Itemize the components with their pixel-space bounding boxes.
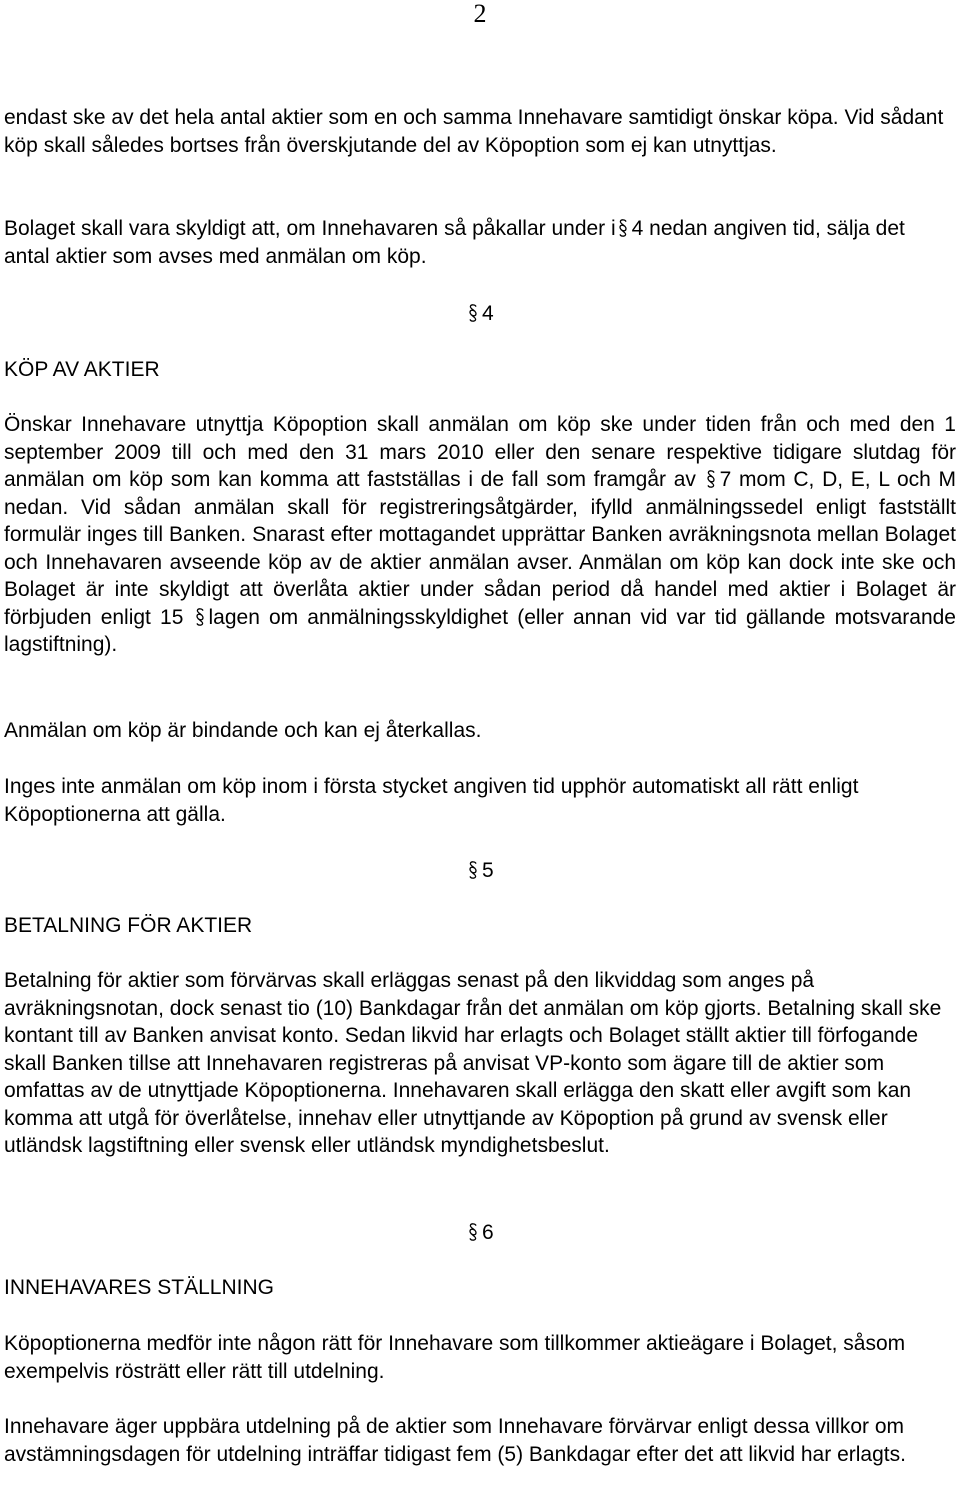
section-sign-icon [618,218,628,238]
section-4-text-5: Inges inte anmälan om köp inom i första stycket angiven tid upphör automatiskt all rätt enligt Köpoptionerna att gälla. [4,775,859,826]
section-4-text-2: 7 mom C, D, E, L och M nedan. Vid sådan anmälan skall för registreringsåtgärder, ifylld anmälningssedel enligt fastställt formulär inges till Banken. Snarast efter mottagandet upprättar Banken avräkningsnota mellan Bolaget och Innehavaren avseende köp av de aktier anmälan avser. Anmälan om köp kan dock inte ske och Bolaget är inte skyldigt att överlåta aktier under sådan period då handel med aktier i Bolaget är förbjuden enligt 15 [4,468,957,629]
intro-text-2b: 4 nedan angiven tid, sälja det antal aktier som avses med anmälan om köp. [4,217,905,268]
section-4-paragraph-2 [4,717,956,745]
section-4-text-3: lagen om anmälningsskyldighet (eller annan vid var tid gällande motsvarande lagstiftning). [4,605,956,656]
section-5-heading: BETALNING FÖR AKTIER [4,914,253,937]
section-6-text-2: Innehavare äger uppbära utdelning på de aktier som Innehavare förvärvar enligt dessa villkor om avstämningsdagen för utdelning inträffar tidigast fem (5) Bankdagar efter det att likvid har erlagts. [4,1415,906,1466]
section-6-number: 6 [466,1219,494,1246]
section-5-text-1: Betalning för aktier som förvärvas skall erläggas senast på den likviddag som anges på avräkningsnotan, dock senast tio (10) Bankdagar från det anmälan om köp gjorts. Betalning skall ske kontant till av Banken anvisat konto. Sedan likvid har erlagts och Bolaget ställt aktier till förfogande skall Banken tillse att Innehavaren registreras på anvisat VP-konto som ägare till de aktier som omfattas av de utnyttjade Köpoptionerna. Innehavaren skall erlägga den skatt eller avgift som kan komma att utgå för överlåtelse, innehav eller utnyttjande av Köpoption på grund av svensk eller utländsk lagstiftning eller svensk eller utländsk myndighetsbeslut. [4,969,942,1157]
section-5-paragraph-1 [4,967,956,1160]
section-4-paragraph-1 [4,411,956,659]
section-6-text-1: Köpoptionerna medför inte någon rätt för Innehavare som tillkommer aktieägare i Bolaget, såsom exempelvis rösträtt eller rätt till utdelning. [4,1332,906,1383]
section-4-text-4: Anmälan om köp är bindande och kan ej återkallas. [4,719,482,742]
section-6-heading: INNEHAVARES STÄLLNING [4,1276,274,1299]
section-sign-icon [468,303,478,323]
section-sign-icon [468,1222,478,1242]
section-sign-icon [195,607,205,627]
section-6-paragraph-2 [4,1413,956,1468]
intro-paragraph-1 [4,104,956,159]
section-5-number: 5 [466,857,494,884]
section-6-paragraph-1 [4,1330,956,1385]
section-sign-icon [706,469,716,489]
intro-text-1: endast ske av det hela antal aktier som en och samma Innehavare samtidigt önskar köpa. Vid sådant köp skall således bortses från överskjutande del av Köpoption som ej kan utnyttjas. [4,106,944,157]
section-4-paragraph-3 [4,773,956,828]
intro-paragraph-2 [4,215,956,270]
intro-text-2a: Bolaget skall vara skyldigt att, om Innehavaren så påkallar under i [4,217,616,240]
page-number: 2 [473,0,487,28]
section-4-text-1: Önskar Innehavare utnyttja Köpoption skall anmälan om köp ske under tiden från och med den 1 september 2009 till och med den 31 mars 2010 eller den senare respektive tidigare slutdag för anmälan om köp som kan komma att fastställas i de fall som framgår av [4,413,956,491]
section-4-heading: KÖP AV AKTIER [4,358,160,381]
section-sign-icon [468,860,478,880]
section-4-number: 4 [466,300,494,327]
